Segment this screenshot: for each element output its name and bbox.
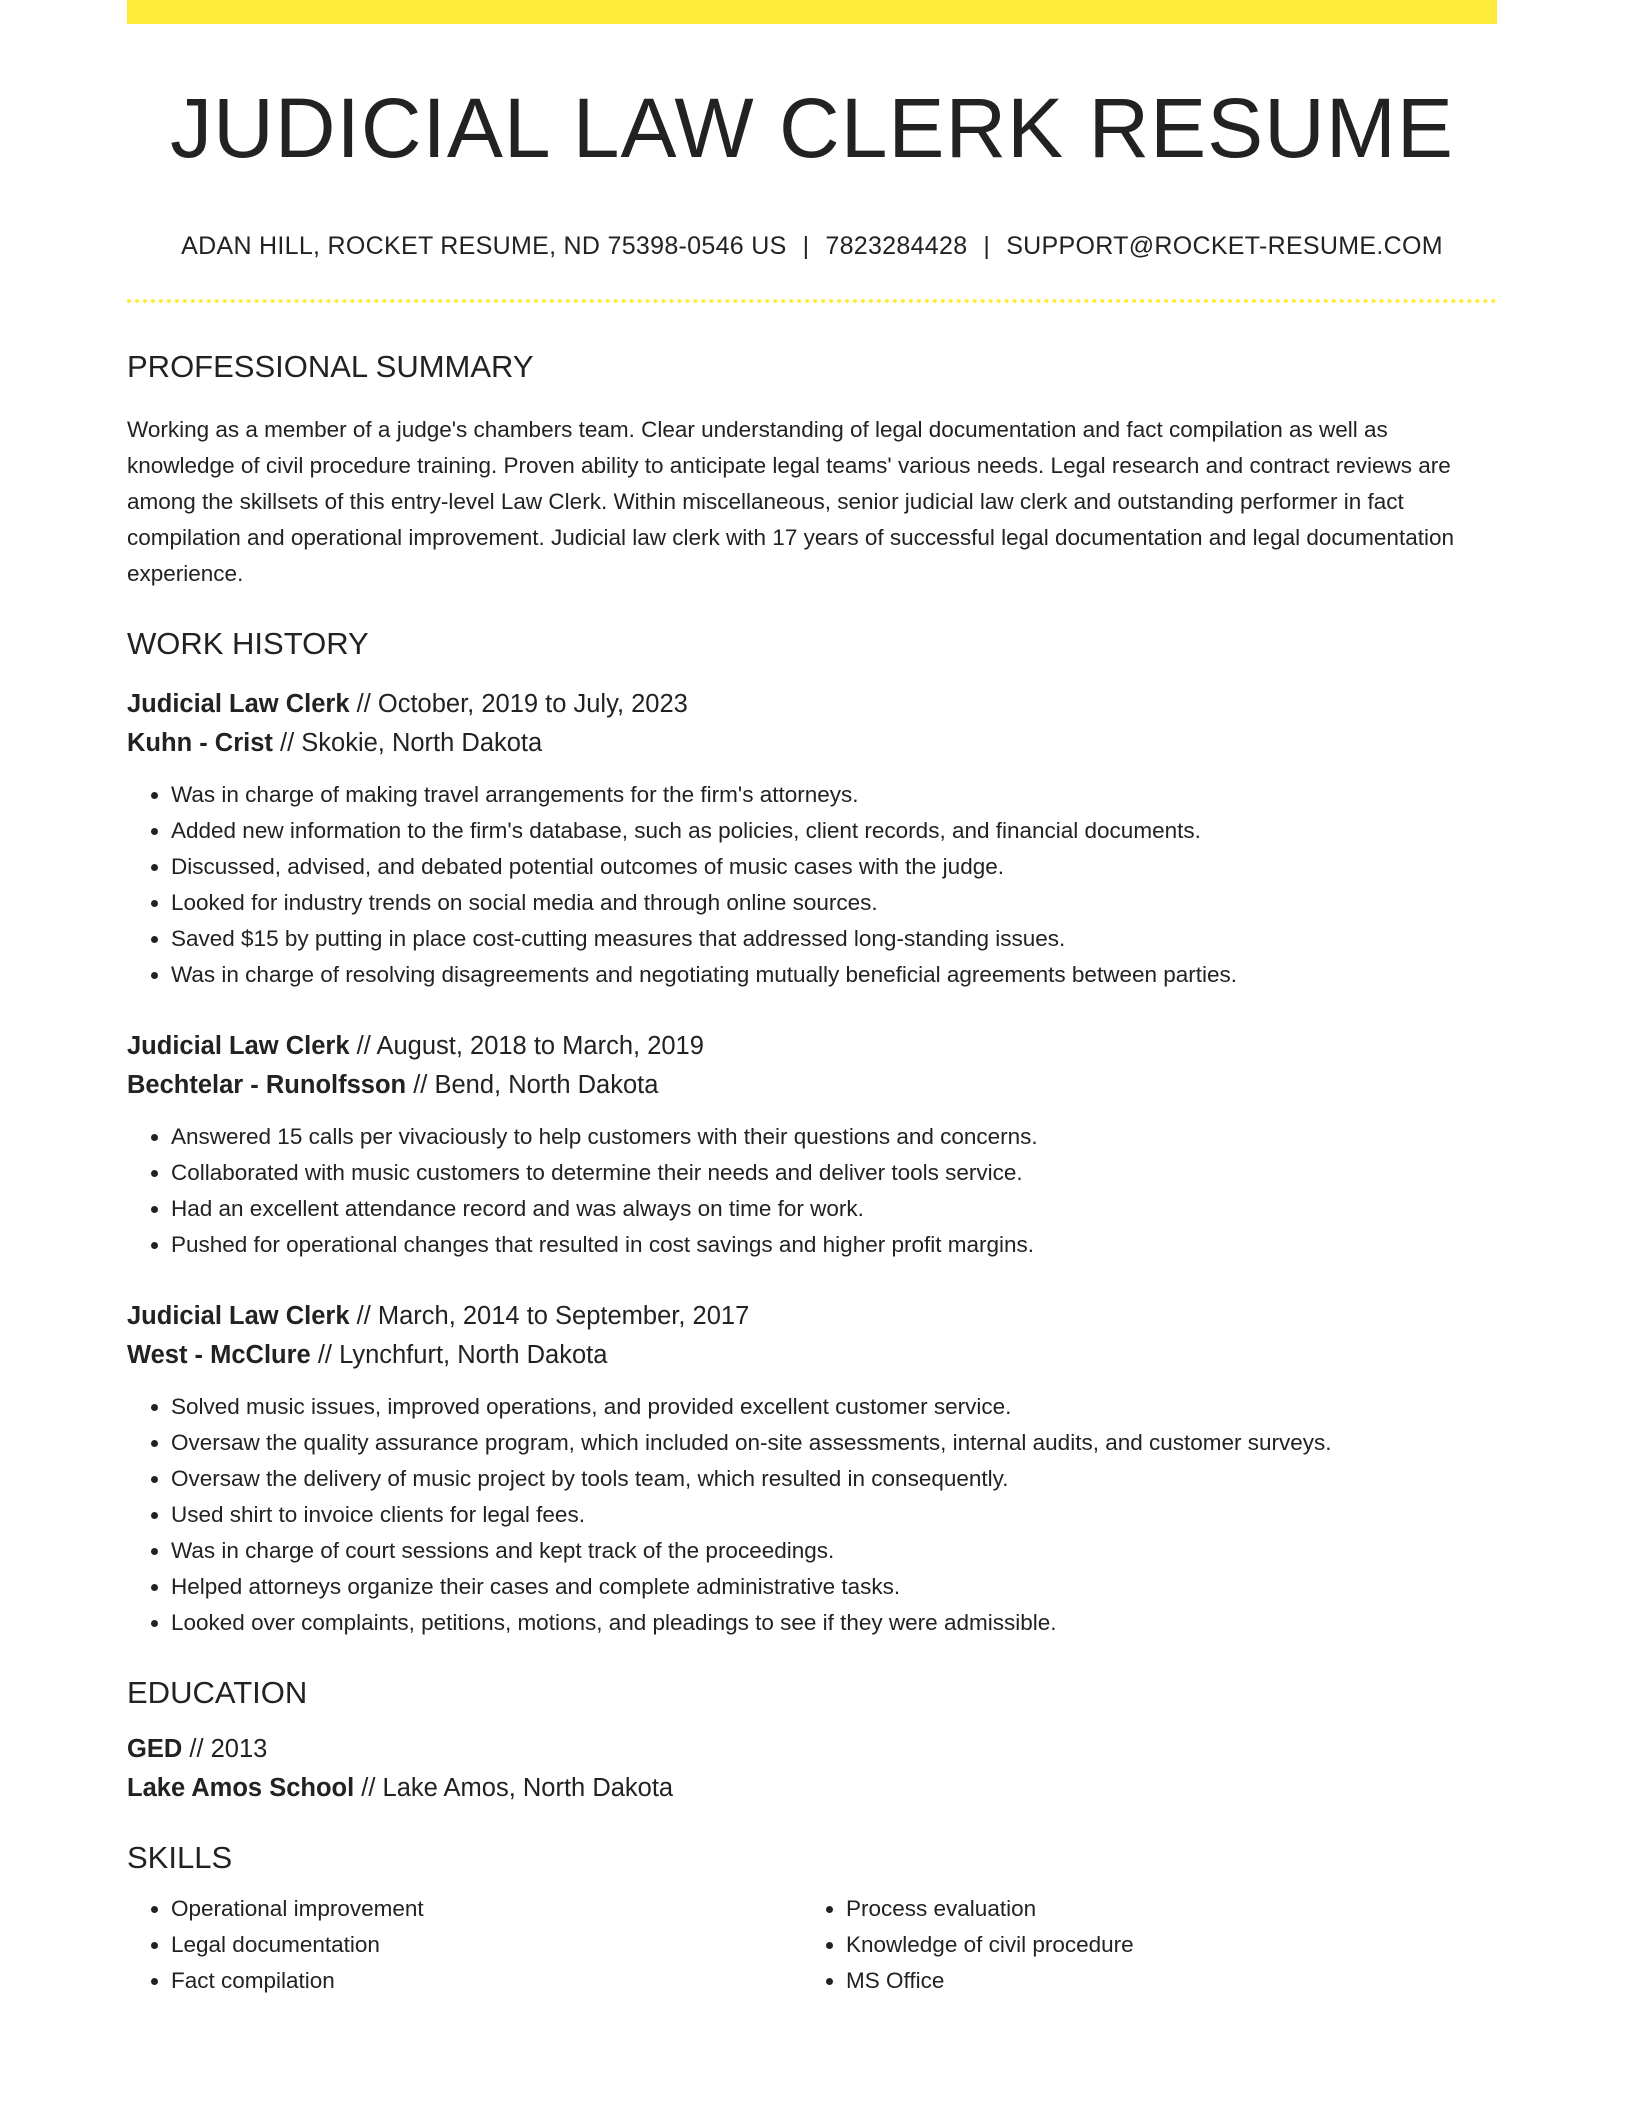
skills-column-left <box>127 1891 802 1999</box>
job-title-line <box>127 685 1497 724</box>
job-company: West - McClure <box>127 1341 311 1369</box>
job-bullet: • Answered 15 calls per vivaciously to help customers with their questions and concerns. <box>171 1119 1497 1155</box>
job-company: Kuhn - Crist <box>127 729 273 757</box>
education-school: Lake Amos School <box>127 1774 355 1802</box>
contact-line <box>127 234 1497 259</box>
job-bullet: • Saved $15 by putting in place cost-cutting measures that addressed long-standing issues. <box>171 921 1497 957</box>
education-degree-line <box>127 1730 1497 1769</box>
job-location: // Bend, North Dakota <box>413 1071 659 1099</box>
contact-separator: | <box>983 232 991 260</box>
contact-phone: 7823284428 <box>825 232 968 260</box>
job-dates: // October, 2019 to July, 2023 <box>356 690 688 718</box>
skill-item: • Knowledge of civil procedure <box>846 1927 1477 1963</box>
job-bullets <box>127 1119 1497 1263</box>
job-bullet: • Looked over complaints, petitions, motions, and pleadings to see if they were admissible. <box>171 1605 1497 1641</box>
dotted-divider <box>127 299 1497 303</box>
job-bullet: • Had an excellent attendance record and was always on time for work. <box>171 1191 1497 1227</box>
job-location: // Lynchfurt, North Dakota <box>317 1341 608 1369</box>
job-bullets <box>127 1389 1497 1641</box>
job-bullet: • Pushed for operational changes that resulted in cost savings and higher profit margins. <box>171 1227 1497 1263</box>
job-bullet: • Looked for industry trends on social media and through online sources. <box>171 885 1497 921</box>
education-degree: GED <box>127 1735 183 1763</box>
top-accent-bar <box>127 0 1497 24</box>
skill-item: • Operational improvement <box>171 1891 802 1927</box>
summary-heading: PROFESSIONAL SUMMARY <box>127 349 534 384</box>
job-bullet: • Oversaw the quality assurance program, which included on-site assessments, internal audits, and customer surveys. <box>171 1425 1497 1461</box>
job-entry <box>127 1027 1497 1263</box>
education-location: // Lake Amos, North Dakota <box>361 1774 674 1802</box>
job-title: Judicial Law Clerk <box>127 1302 350 1330</box>
job-entry <box>127 1297 1497 1641</box>
job-bullet: • Helped attorneys organize their cases and complete administrative tasks. <box>171 1569 1497 1605</box>
job-bullet: • Collaborated with music customers to determine their needs and deliver tools service. <box>171 1155 1497 1191</box>
job-title: Judicial Law Clerk <box>127 1032 350 1060</box>
education-entry <box>127 1730 1497 1808</box>
education-year: // 2013 <box>189 1735 268 1763</box>
education-school-line <box>127 1769 1497 1808</box>
contact-address: ADAN HILL, ROCKET RESUME, ND 75398-0546 US <box>181 232 787 260</box>
skills-heading: SKILLS <box>127 1840 233 1875</box>
job-bullet: • Solved music issues, improved operations, and provided excellent customer service. <box>171 1389 1497 1425</box>
job-company-line <box>127 724 1497 763</box>
job-bullet: • Was in charge of making travel arrangements for the firm's attorneys. <box>171 777 1497 813</box>
resume-title: JUDICIAL LAW CLERK RESUME <box>170 81 1454 175</box>
job-bullets <box>127 777 1497 993</box>
contact-email: SUPPORT@ROCKET-RESUME.COM <box>1006 232 1443 260</box>
job-entry <box>127 685 1497 993</box>
job-title-line <box>127 1297 1497 1336</box>
job-bullet: • Discussed, advised, and debated potential outcomes of music cases with the judge. <box>171 849 1497 885</box>
education-heading: EDUCATION <box>127 1675 308 1710</box>
job-location: // Skokie, North Dakota <box>280 729 543 757</box>
resume-page <box>127 0 1497 1999</box>
job-dates: // March, 2014 to September, 2017 <box>356 1302 750 1330</box>
job-dates: // August, 2018 to March, 2019 <box>356 1032 704 1060</box>
skill-item: • MS Office <box>846 1963 1477 1999</box>
skill-item: • Fact compilation <box>171 1963 802 1999</box>
job-title-line <box>127 1027 1497 1066</box>
job-bullet: • Added new information to the firm's database, such as policies, client records, and financial documents. <box>171 813 1497 849</box>
work-history-heading: WORK HISTORY <box>127 626 369 661</box>
job-company: Bechtelar - Runolfsson <box>127 1071 407 1099</box>
job-bullet: • Oversaw the delivery of music project by tools team, which resulted in consequently. <box>171 1461 1497 1497</box>
job-bullet: • Was in charge of resolving disagreements and negotiating mutually beneficial agreements between parties. <box>171 957 1497 993</box>
job-company-line <box>127 1066 1497 1105</box>
job-company-line <box>127 1336 1497 1375</box>
skills-column-right <box>802 1891 1477 1999</box>
skill-item: • Process evaluation <box>846 1891 1477 1927</box>
skills-list <box>127 1891 1497 1999</box>
contact-separator: | <box>802 232 810 260</box>
summary-text: Working as a member of a judge's chambers team. Clear understanding of legal documentation and fact compilation as well as knowledge of civil procedure training. Proven ability to anticipate legal teams' various needs. Legal research and contract reviews are among the skillsets of this entry-level Law Clerk. Within miscellaneous, senior judicial law clerk and outstanding performer in fact compilation and operational improvement. Judicial law clerk with 17 years of successful legal documentation and legal documentation experience. <box>127 417 1454 586</box>
job-bullet: • Was in charge of court sessions and kept track of the proceedings. <box>171 1533 1497 1569</box>
skill-item: • Legal documentation <box>171 1927 802 1963</box>
job-bullet: • Used shirt to invoice clients for legal fees. <box>171 1497 1497 1533</box>
job-title: Judicial Law Clerk <box>127 690 350 718</box>
